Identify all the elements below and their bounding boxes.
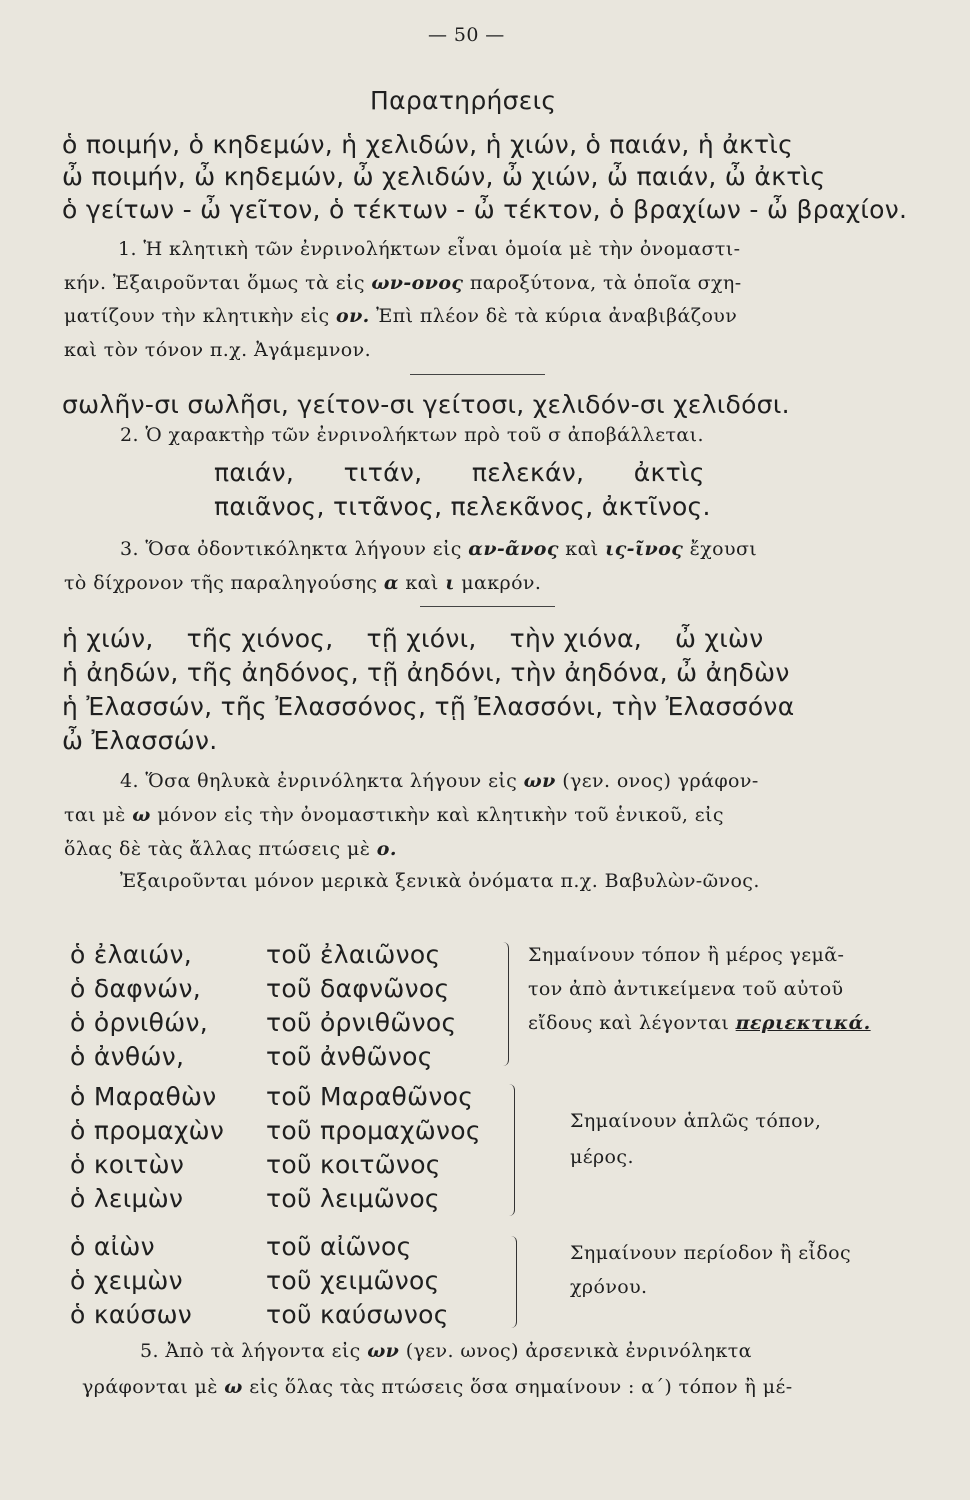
group-note-line: Σημαίνουν ἁπλῶς τόπον, bbox=[570, 1110, 822, 1132]
declension-line-4: ὦ Ἐλασσών. bbox=[62, 726, 218, 755]
example-nominative-line: παιάν, τιτάν, πελεκάν, ἀκτὶς bbox=[214, 458, 705, 487]
word-nominative: ὁ καύσων bbox=[70, 1300, 193, 1329]
declension-line-3: ἡ Ἐλασσών, τῆς Ἐλασσόνος, τῇ Ἐλασσόνι, τὴν Ἐλασσόνα bbox=[62, 692, 795, 721]
group-note-line: χρόνου. bbox=[570, 1276, 648, 1298]
separator-rule bbox=[420, 606, 555, 607]
word-nominative: ὁ Μαραθὼν bbox=[70, 1082, 217, 1111]
note-4-line-3: ὅλας δὲ τὰς ἄλλας πτώσεις μὲ ο. bbox=[64, 838, 397, 860]
note-5-line-2: γράφονται μὲ ω εἰς ὅλας τὰς πτώσεις ὅσα σημαίνουν : α΄) τόπον ἢ μέ- bbox=[82, 1376, 793, 1398]
note-3-line-1: 3. Ὅσα ὀδοντικόληκτα λήγουν εἰς αν-ᾶνος καὶ ις-ῖνος ἔχουσι bbox=[120, 538, 758, 560]
page-title: Παρατηρήσεις bbox=[370, 86, 557, 115]
example-dative-line: σωλῆν-σι σωλῆσι, γείτον-σι γείτοσι, χελιδόν-σι χελιδόσι. bbox=[62, 390, 790, 419]
word-nominative: ὁ κοιτὼν bbox=[70, 1150, 185, 1179]
note-5-line-1: 5. Ἀπὸ τὰ λήγοντα εἰς ων (γεν. ωνος) ἀρσενικὰ ἐνρινόληκτα bbox=[140, 1340, 752, 1362]
word-genitive: τοῦ καύσωνος bbox=[266, 1300, 449, 1329]
example-line-2: ὦ ποιμήν, ὦ κηδεμών, ὦ χελιδών, ὦ χιών, ὦ παιάν, ὦ ἀκτὶς bbox=[62, 162, 826, 191]
word-genitive: τοῦ κοιτῶνος bbox=[266, 1150, 441, 1179]
word-genitive: τοῦ ἀνθῶνος bbox=[266, 1042, 433, 1071]
word-nominative: ὁ ἐλαιών, bbox=[70, 940, 193, 969]
word-nominative: ὁ λειμὼν bbox=[70, 1184, 184, 1213]
note-4-line-1: 4. Ὅσα θηλυκὰ ἐνρινόληκτα λήγουν εἰς ων (γεν. ονος) γράφον- bbox=[120, 770, 759, 792]
page-number: — 50 — bbox=[428, 24, 505, 46]
word-genitive: τοῦ ὀρνιθῶνος bbox=[266, 1008, 457, 1037]
word-nominative: ὁ ἀνθών, bbox=[70, 1042, 185, 1071]
word-genitive: τοῦ χειμῶνος bbox=[266, 1266, 440, 1295]
word-genitive: τοῦ δαφνῶνος bbox=[266, 974, 450, 1003]
group-note-line: μέρος. bbox=[570, 1146, 634, 1168]
note-1-line-3: ματίζουν τὴν κλητικὴν εἰς ον. Ἐπὶ πλέον δὲ τὰ κύρια ἀναβιβάζουν bbox=[64, 305, 738, 327]
example-genitive-line: παιᾶνος, τιτᾶνος, πελεκᾶνος, ἀκτῖνος. bbox=[214, 492, 711, 521]
declension-line-2: ἡ ἀηδών, τῆς ἀηδόνος, τῇ ἀηδόνι, τὴν ἀηδόνα, ὦ ἀηδὼν bbox=[62, 658, 790, 687]
group-brace bbox=[506, 1236, 517, 1328]
example-line-1: ὁ ποιμήν, ὁ κηδεμών, ἡ χελιδών, ἡ χιών, ὁ παιάν, ἡ ἀκτὶς bbox=[62, 130, 794, 159]
word-nominative: ὁ προμαχὼν bbox=[70, 1116, 225, 1145]
group-note-line: τον ἀπὸ ἀντικείμενα τοῦ αὐτοῦ bbox=[528, 978, 844, 1000]
group-note-line: εἴδους καὶ λέγονται περιεκτικά. bbox=[528, 1012, 871, 1034]
example-line-3: ὁ γείτων - ὦ γεῖτον, ὁ τέκτων - ὦ τέκτον, ὁ βραχίων - ὦ βραχίον. bbox=[62, 195, 908, 224]
group-note-line: Σημαίνουν περίοδον ἢ εἶδος bbox=[570, 1242, 852, 1264]
note-2-line: 2. Ὁ χαρακτὴρ τῶν ἐνρινολήκτων πρὸ τοῦ σ ἀποβάλλεται. bbox=[120, 424, 704, 446]
note-4-line-4: Ἐξαιροῦνται μόνον μερικὰ ξενικὰ ὀνόματα π.χ. Βαβυλὼν-ῶνος. bbox=[120, 870, 760, 892]
word-nominative: ὁ δαφνών, bbox=[70, 974, 202, 1003]
word-nominative: ὁ ὀρνιθών, bbox=[70, 1008, 208, 1037]
note-4-line-2: ται μὲ ω μόνον εἰς τὴν ὀνομαστικὴν καὶ κλητικὴν τοῦ ἑνικοῦ, εἰς bbox=[64, 804, 724, 826]
word-genitive: τοῦ λειμῶνος bbox=[266, 1184, 440, 1213]
note-1-line-1: 1. Ἡ κλητικὴ τῶν ἐνρινολήκτων εἶναι ὁμοία μὲ τὴν ὀνομαστι- bbox=[118, 238, 741, 260]
declension-line-1: ἡ χιών, τῆς χιόνος, τῇ χιόνι, τὴν χιόνα, ὦ χιὼν bbox=[62, 624, 764, 653]
word-genitive: τοῦ προμαχῶνος bbox=[266, 1116, 481, 1145]
word-nominative: ὁ χειμὼν bbox=[70, 1266, 183, 1295]
note-1-line-4: καὶ τὸν τόνον π.χ. Ἀγάμεμνον. bbox=[64, 339, 372, 361]
group-note-line: Σημαίνουν τόπον ἢ μέρος γεμᾶ- bbox=[528, 944, 845, 966]
note-3-line-2: τὸ δίχρονον τῆς παραληγούσης α καὶ ι μακρόν. bbox=[64, 572, 542, 594]
group-brace bbox=[498, 942, 509, 1066]
word-nominative: ὁ αἰὼν bbox=[70, 1232, 155, 1261]
separator-rule bbox=[410, 374, 545, 375]
word-genitive: τοῦ Μαραθῶνος bbox=[266, 1082, 474, 1111]
group-brace bbox=[504, 1084, 515, 1216]
note-1-line-2: κήν. Ἐξαιροῦνται ὅμως τὰ εἰς ων-ονος παροξύτονα, τὰ ὁποῖα σχη- bbox=[64, 272, 742, 294]
word-genitive: τοῦ ἐλαιῶνος bbox=[266, 940, 441, 969]
word-genitive: τοῦ αἰῶνος bbox=[266, 1232, 412, 1261]
